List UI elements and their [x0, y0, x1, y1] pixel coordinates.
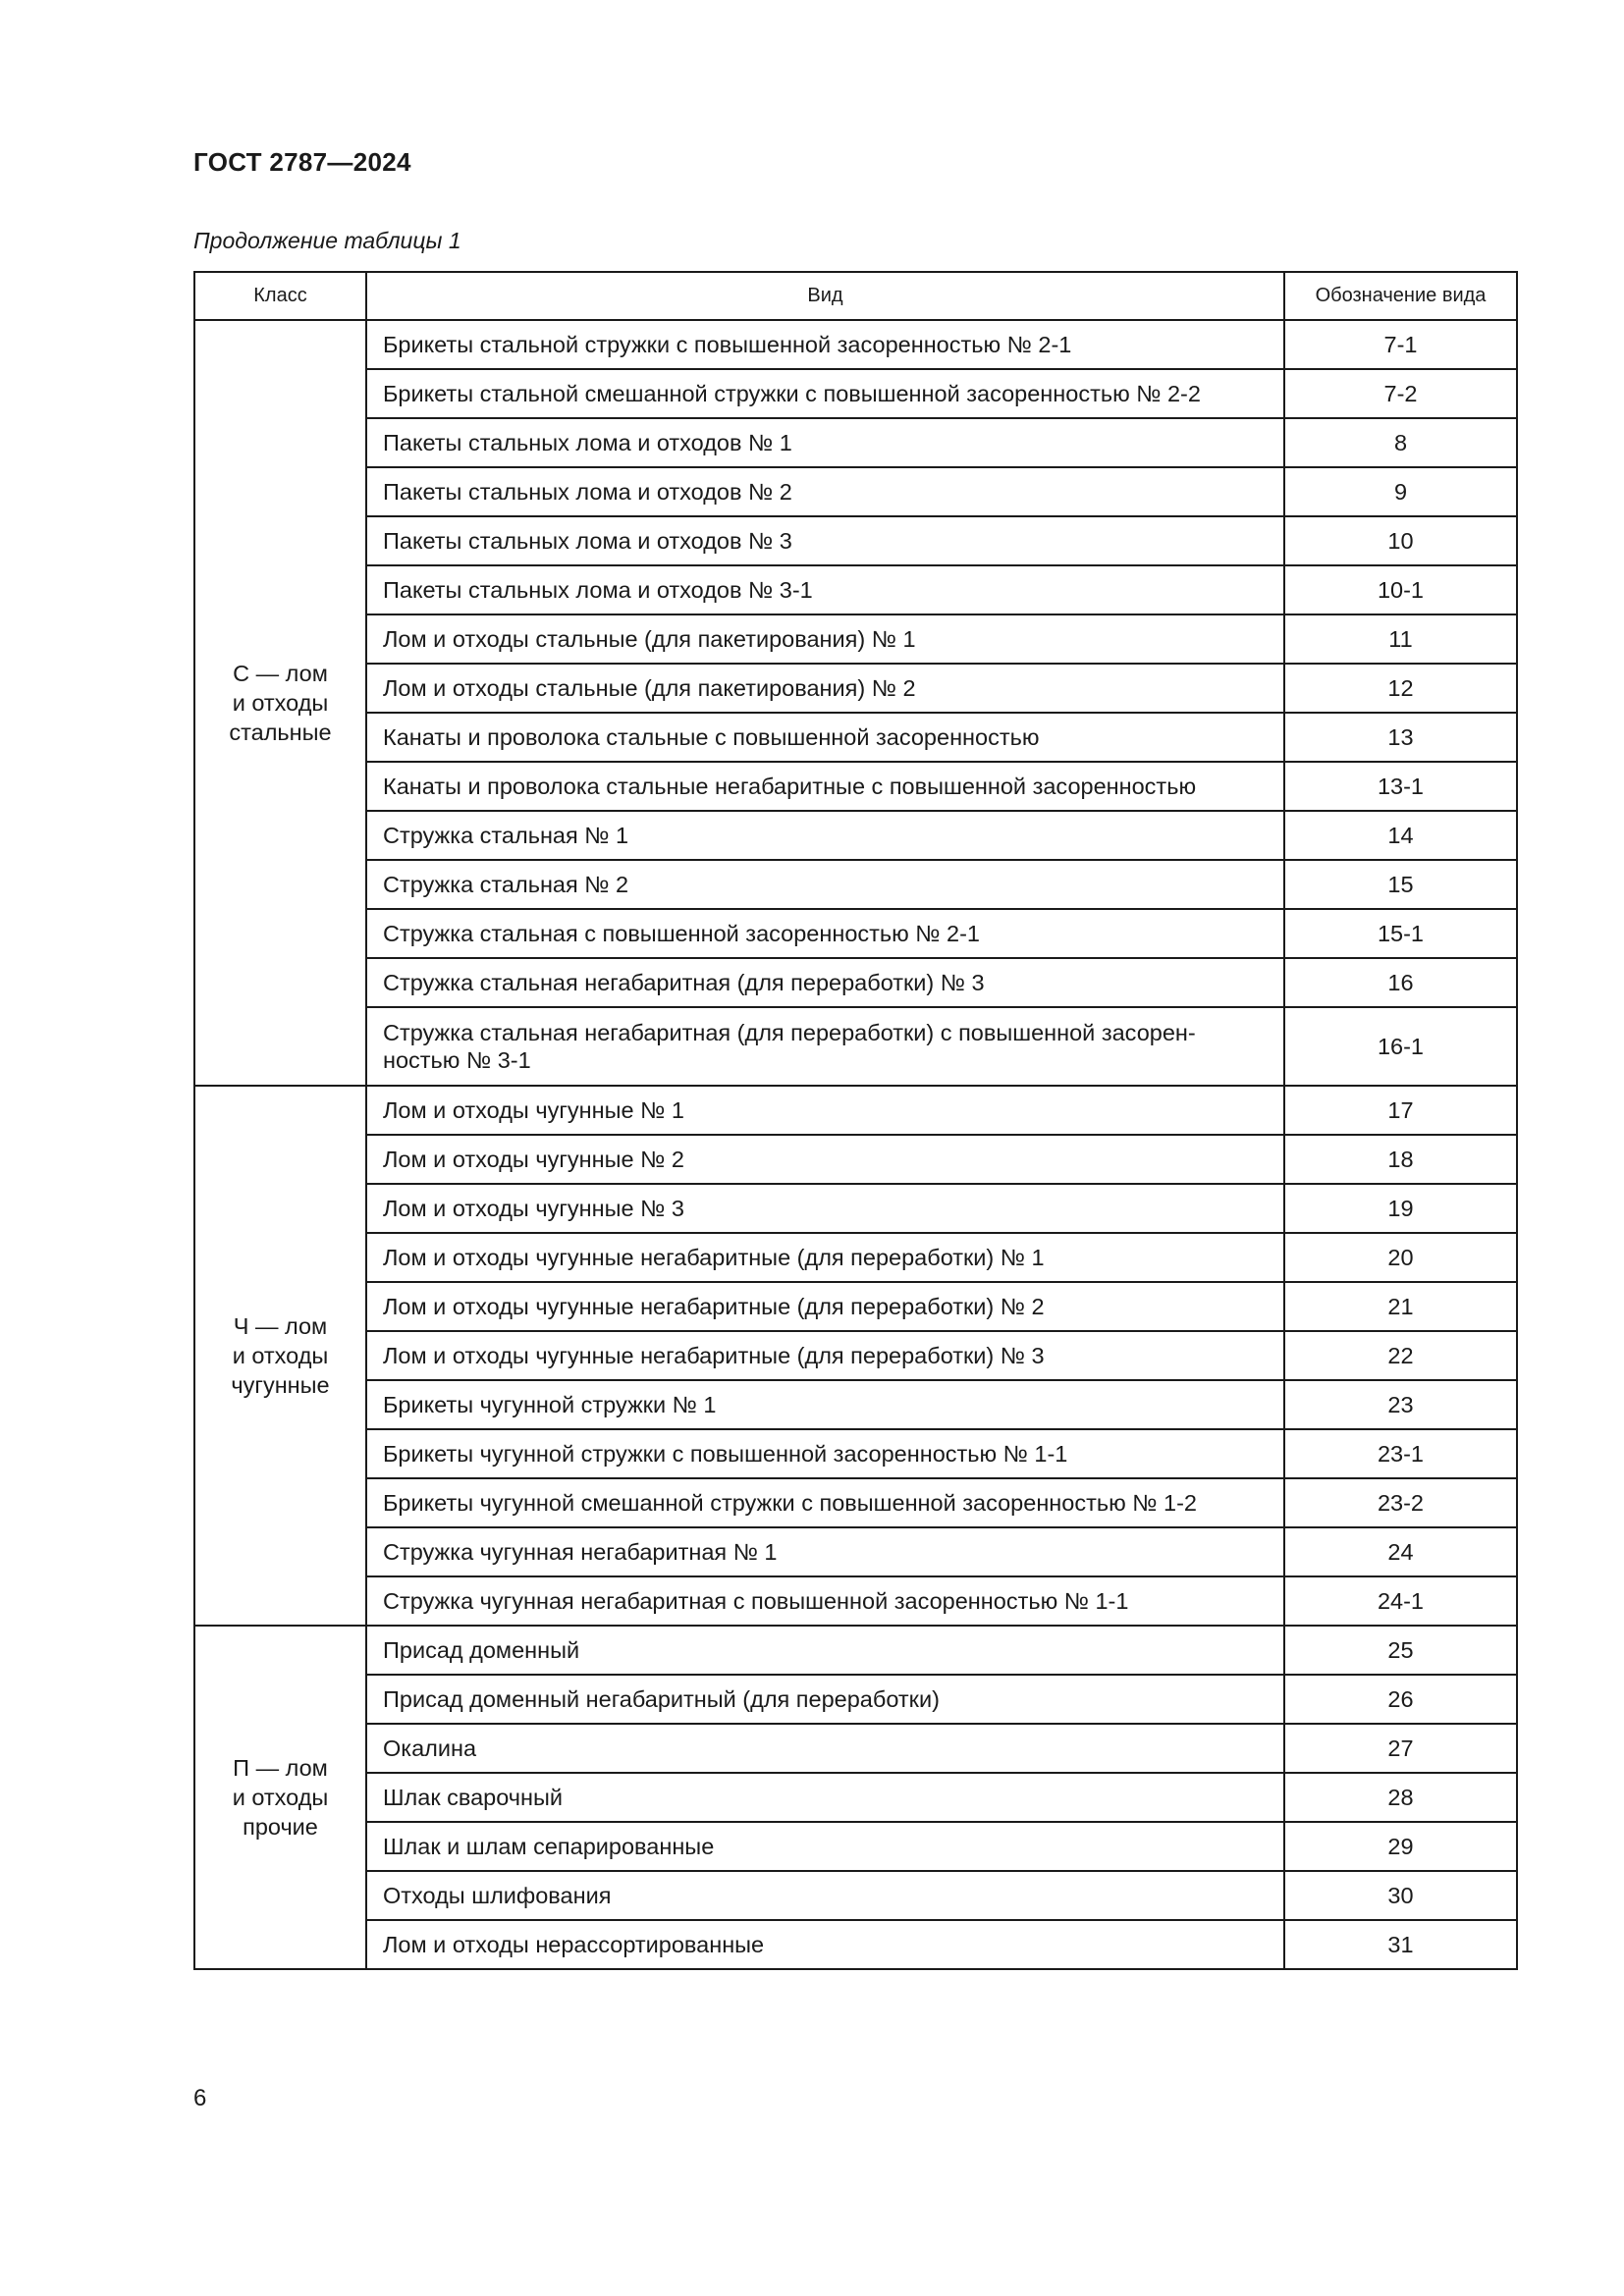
code-cell: 7-2 — [1284, 369, 1517, 418]
code-cell: 23-2 — [1284, 1478, 1517, 1527]
table-row — [194, 565, 1517, 614]
kind-cell: Канаты и проволока стальные с повышенной засоренностью — [366, 713, 1284, 762]
code-cell: 25 — [1284, 1626, 1517, 1675]
code-cell: 16 — [1284, 958, 1517, 1007]
code-cell: 24 — [1284, 1527, 1517, 1576]
kind-cell: Лом и отходы чугунные № 1 — [366, 1086, 1284, 1135]
code-cell: 18 — [1284, 1135, 1517, 1184]
code-cell: 8 — [1284, 418, 1517, 467]
table-row — [194, 1724, 1517, 1773]
kind-cell: Стружка стальная негабаритная (для переработки) № 3 — [366, 958, 1284, 1007]
table-row — [194, 811, 1517, 860]
table-row — [194, 1527, 1517, 1576]
code-cell: 7-1 — [1284, 320, 1517, 369]
code-cell: 15-1 — [1284, 909, 1517, 958]
page-number: 6 — [193, 2085, 207, 2111]
document-title: ГОСТ 2787—2024 — [193, 147, 411, 177]
table-row — [194, 1380, 1517, 1429]
kind-cell: Присад доменный негабаритный (для переработки) — [366, 1675, 1284, 1724]
kind-cell: Шлак и шлам сепарированные — [366, 1822, 1284, 1871]
class-label-line: и отходы — [232, 1343, 329, 1368]
class-label-line: С — лом — [233, 661, 328, 686]
column-header-class: Класс — [194, 272, 366, 320]
column-header-kind: Вид — [366, 272, 1284, 320]
table-row — [194, 1282, 1517, 1331]
table-row — [194, 909, 1517, 958]
kind-cell: Окалина — [366, 1724, 1284, 1773]
code-cell: 26 — [1284, 1675, 1517, 1724]
code-cell: 19 — [1284, 1184, 1517, 1233]
kind-cell: Отходы шлифования — [366, 1871, 1284, 1920]
class-cell — [194, 1626, 366, 1969]
code-cell: 13-1 — [1284, 762, 1517, 811]
kind-cell: Брикеты чугунной смешанной стружки с повышенной засоренностью № 1-2 — [366, 1478, 1284, 1527]
kind-cell: Брикеты стальной стружки с повышенной засоренностью № 2-1 — [366, 320, 1284, 369]
code-cell: 14 — [1284, 811, 1517, 860]
code-cell: 23 — [1284, 1380, 1517, 1429]
table-row — [194, 1626, 1517, 1675]
kind-cell: Брикеты чугунной стружки № 1 — [366, 1380, 1284, 1429]
kind-cell: Пакеты стальных лома и отходов № 3-1 — [366, 565, 1284, 614]
kind-cell: Брикеты чугунной стружки с повышенной засоренностью № 1-1 — [366, 1429, 1284, 1478]
table-row — [194, 860, 1517, 909]
table-row — [194, 1331, 1517, 1380]
table-row — [194, 1478, 1517, 1527]
table-row — [194, 1233, 1517, 1282]
code-cell: 23-1 — [1284, 1429, 1517, 1478]
class-label-line: Ч — лом — [233, 1313, 328, 1339]
kind-cell: Стружка стальная № 2 — [366, 860, 1284, 909]
table-row — [194, 1086, 1517, 1135]
kind-cell: Стружка стальная негабаритная (для переработки) с повышенной засорен-ностью № 3-1 — [366, 1007, 1284, 1086]
code-cell: 10-1 — [1284, 565, 1517, 614]
class-label-line: прочие — [243, 1814, 318, 1840]
kind-cell: Пакеты стальных лома и отходов № 3 — [366, 516, 1284, 565]
kind-cell: Стружка стальная № 1 — [366, 811, 1284, 860]
kind-cell: Лом и отходы чугунные негабаритные (для переработки) № 2 — [366, 1282, 1284, 1331]
kind-cell: Лом и отходы чугунные негабаритные (для переработки) № 3 — [366, 1331, 1284, 1380]
column-header-code: Обозначение вида — [1284, 272, 1517, 320]
code-cell: 13 — [1284, 713, 1517, 762]
kind-cell: Канаты и проволока стальные негабаритные с повышенной засоренностью — [366, 762, 1284, 811]
kind-cell: Стружка чугунная негабаритная № 1 — [366, 1527, 1284, 1576]
table-row — [194, 1184, 1517, 1233]
class-label-line: стальные — [229, 720, 332, 745]
class-label-line: чугунные — [231, 1372, 330, 1398]
kind-cell: Пакеты стальных лома и отходов № 1 — [366, 418, 1284, 467]
table-body — [194, 320, 1517, 1969]
table-row — [194, 1822, 1517, 1871]
table-row — [194, 614, 1517, 664]
code-cell: 17 — [1284, 1086, 1517, 1135]
kind-cell: Лом и отходы чугунные № 3 — [366, 1184, 1284, 1233]
code-cell: 22 — [1284, 1331, 1517, 1380]
kind-cell: Лом и отходы чугунные № 2 — [366, 1135, 1284, 1184]
table-row — [194, 418, 1517, 467]
code-cell: 29 — [1284, 1822, 1517, 1871]
code-cell: 31 — [1284, 1920, 1517, 1969]
table-row — [194, 1576, 1517, 1626]
table-row — [194, 762, 1517, 811]
class-cell — [194, 320, 366, 1086]
code-cell: 28 — [1284, 1773, 1517, 1822]
class-label-line: и отходы — [232, 1785, 329, 1810]
table-row — [194, 467, 1517, 516]
kind-cell: Стружка чугунная негабаритная с повышенной засоренностью № 1-1 — [366, 1576, 1284, 1626]
table-row — [194, 664, 1517, 713]
kind-cell: Пакеты стальных лома и отходов № 2 — [366, 467, 1284, 516]
kind-cell: Лом и отходы чугунные негабаритные (для переработки) № 1 — [366, 1233, 1284, 1282]
table-row — [194, 1675, 1517, 1724]
table-row — [194, 958, 1517, 1007]
class-label-line: и отходы — [232, 690, 329, 716]
table-row — [194, 1135, 1517, 1184]
table-row — [194, 713, 1517, 762]
code-cell: 12 — [1284, 664, 1517, 713]
kind-cell: Лом и отходы стальные (для пакетирования) № 2 — [366, 664, 1284, 713]
table-row — [194, 369, 1517, 418]
table-header-row — [194, 272, 1517, 320]
code-cell: 30 — [1284, 1871, 1517, 1920]
table-row — [194, 1007, 1517, 1086]
kind-cell: Лом и отходы нерассортированные — [366, 1920, 1284, 1969]
kind-cell: Стружка стальная с повышенной засоренностью № 2-1 — [366, 909, 1284, 958]
table-caption: Продолжение таблицы 1 — [193, 228, 461, 253]
table-row — [194, 1773, 1517, 1822]
code-cell: 11 — [1284, 614, 1517, 664]
table-row — [194, 1871, 1517, 1920]
code-cell: 27 — [1284, 1724, 1517, 1773]
kind-cell: Присад доменный — [366, 1626, 1284, 1675]
code-cell: 20 — [1284, 1233, 1517, 1282]
kind-cell: Брикеты стальной смешанной стружки с повышенной засоренностью № 2-2 — [366, 369, 1284, 418]
class-cell — [194, 1086, 366, 1626]
code-cell: 24-1 — [1284, 1576, 1517, 1626]
kind-cell: Лом и отходы стальные (для пакетирования) № 1 — [366, 614, 1284, 664]
table-row — [194, 1920, 1517, 1969]
code-cell: 10 — [1284, 516, 1517, 565]
table-row — [194, 320, 1517, 369]
code-cell: 21 — [1284, 1282, 1517, 1331]
code-cell: 15 — [1284, 860, 1517, 909]
table-row — [194, 516, 1517, 565]
class-label-line: П — лом — [233, 1755, 328, 1781]
classification-table — [193, 271, 1518, 1970]
table-row — [194, 1429, 1517, 1478]
code-cell: 9 — [1284, 467, 1517, 516]
code-cell: 16-1 — [1284, 1007, 1517, 1086]
kind-cell: Шлак сварочный — [366, 1773, 1284, 1822]
